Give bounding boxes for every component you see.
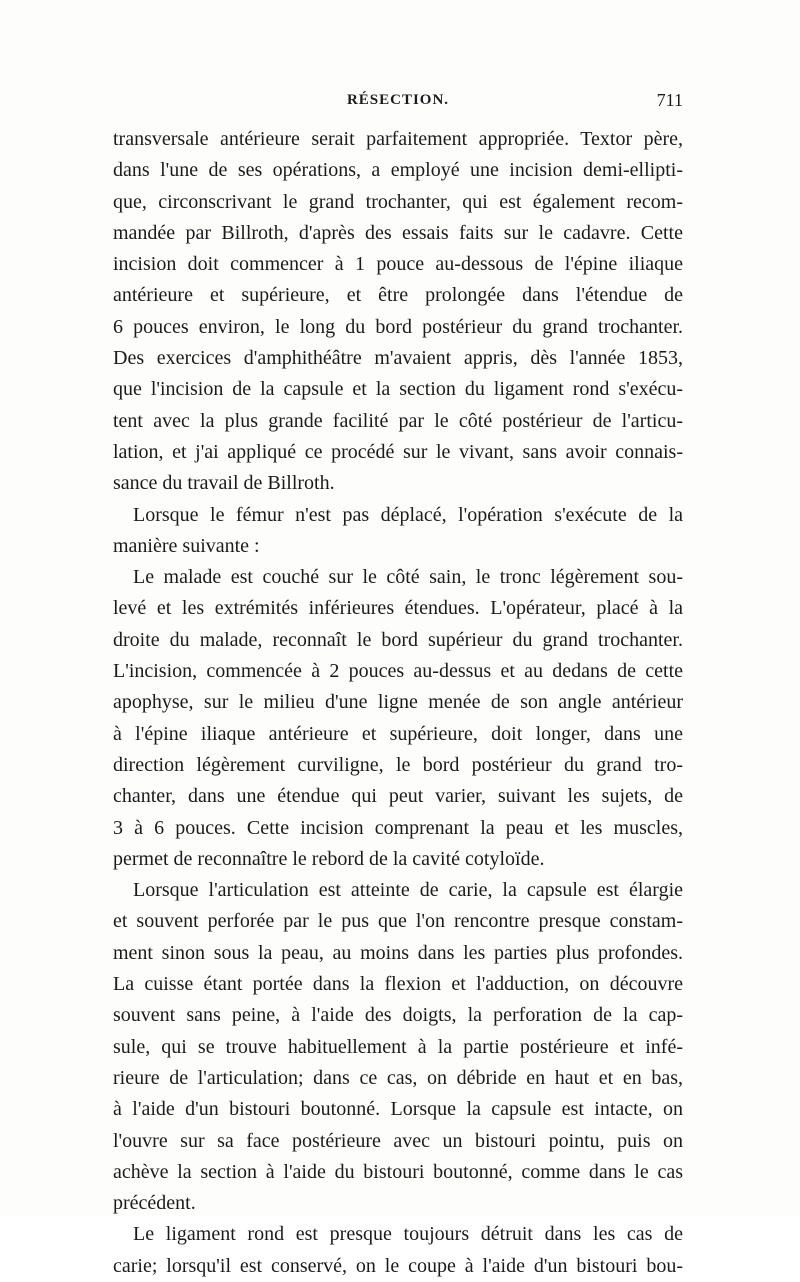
text-line: transversale antérieure serait parfaitement appropriée. Textor père, — [113, 128, 683, 150]
text-line: que l'incision de la capsule et la section du ligament rond s'exécu- — [113, 378, 683, 401]
text-line: La cuisse étant portée dans la flexion et l'adduction, on découvre — [113, 973, 683, 996]
paragraph-start-line: Lorsque l'articulation est atteinte de carie, la capsule est élargie — [133, 879, 683, 902]
text-line: et souvent perforée par le pus que l'on rencontre presque constam- — [113, 910, 683, 933]
text-line: Des exercices d'amphithéâtre m'avaient appris, dès l'année 1853, — [113, 347, 683, 370]
paragraph-end-line: manière suivante : — [113, 534, 260, 557]
paragraph-end-line: sance du travail de Billroth. — [113, 472, 335, 495]
running-head — [113, 92, 683, 118]
page-number: 711 — [656, 90, 683, 110]
text-line: apophyse, sur le milieu d'une ligne menée de son angle antérieur — [113, 691, 683, 714]
text-line: incision doit commencer à 1 pouce au-dessous de l'épine iliaque — [113, 253, 683, 276]
text-line: à l'aide d'un bistouri boutonné. Lorsque la capsule est intacte, on — [113, 1098, 683, 1121]
paragraph-start-line: Lorsque le fémur n'est pas déplacé, l'opération s'exécute de la — [133, 503, 683, 526]
text-line: l'ouvre sur sa face postérieure avec un bistouri pointu, puis on — [113, 1129, 683, 1152]
text-line: souvent sans peine, à l'aide des doigts, la perforation de la cap- — [113, 1004, 683, 1027]
body-text — [113, 124, 683, 1282]
text-line: L'incision, commencée à 2 pouces au-dessus et au dedans de cette — [113, 660, 683, 683]
running-title: RÉSECTION. — [346, 92, 450, 108]
text-line: mandée par Billroth, d'après des essais faits sur le cadavre. Cette — [113, 221, 683, 244]
text-line: sule, qui se trouve habituellement à la partie postérieure et infé- — [113, 1035, 683, 1058]
paragraph-start-line: Le ligament rond est presque toujours détruit dans les cas de — [133, 1223, 683, 1246]
text-line: achève la section à l'aide du bistouri boutonné, comme dans le cas — [113, 1160, 683, 1183]
text-line: 3 à 6 pouces. Cette incision comprenant la peau et les muscles, — [113, 816, 683, 839]
text-line: carie; lorsqu'il est conservé, on le coupe à l'aide d'un bistouri bou- — [113, 1254, 683, 1277]
text-line: lation, et j'ai appliqué ce procédé sur le vivant, sans avoir connais- — [113, 440, 683, 463]
paragraph-start-line: Le malade est couché sur le côté sain, le tronc légèrement sou- — [133, 566, 683, 589]
text-line: tent avec la plus grande facilité par le côté postérieur de l'articu- — [113, 409, 683, 432]
paragraph-end-line: précédent. — [113, 1192, 196, 1215]
text-line: direction légèrement curviligne, le bord postérieur du grand tro- — [113, 753, 683, 776]
text-line: levé et les extrémités inférieures étendues. L'opérateur, placé à la — [113, 597, 683, 620]
text-line: 6 pouces environ, le long du bord postérieur du grand trochanter. — [113, 315, 683, 338]
text-line: antérieure et supérieure, et être prolongée dans l'étendue de — [113, 284, 683, 307]
text-line: à l'épine iliaque antérieure et supérieure, doit longer, dans une — [113, 722, 683, 745]
text-line: dans l'une de ses opérations, a employé une incision demi-ellipti- — [113, 159, 683, 182]
text-line: que, circonscrivant le grand trochanter, qui est également recom- — [113, 190, 683, 213]
text-line: droite du malade, reconnaît le bord supérieur du grand trochanter. — [113, 628, 683, 651]
text-line: ment sinon sous la peau, au moins dans les parties plus profondes. — [113, 941, 683, 964]
text-line: rieure de l'articulation; dans ce cas, on débride en haut et en bas, — [113, 1066, 683, 1089]
text-line: chanter, dans une étendue qui peut varier, suivant les sujets, de — [113, 785, 683, 808]
paragraph-end-line: permet de reconnaître le rebord de la cavité cotyloïde. — [113, 847, 545, 870]
